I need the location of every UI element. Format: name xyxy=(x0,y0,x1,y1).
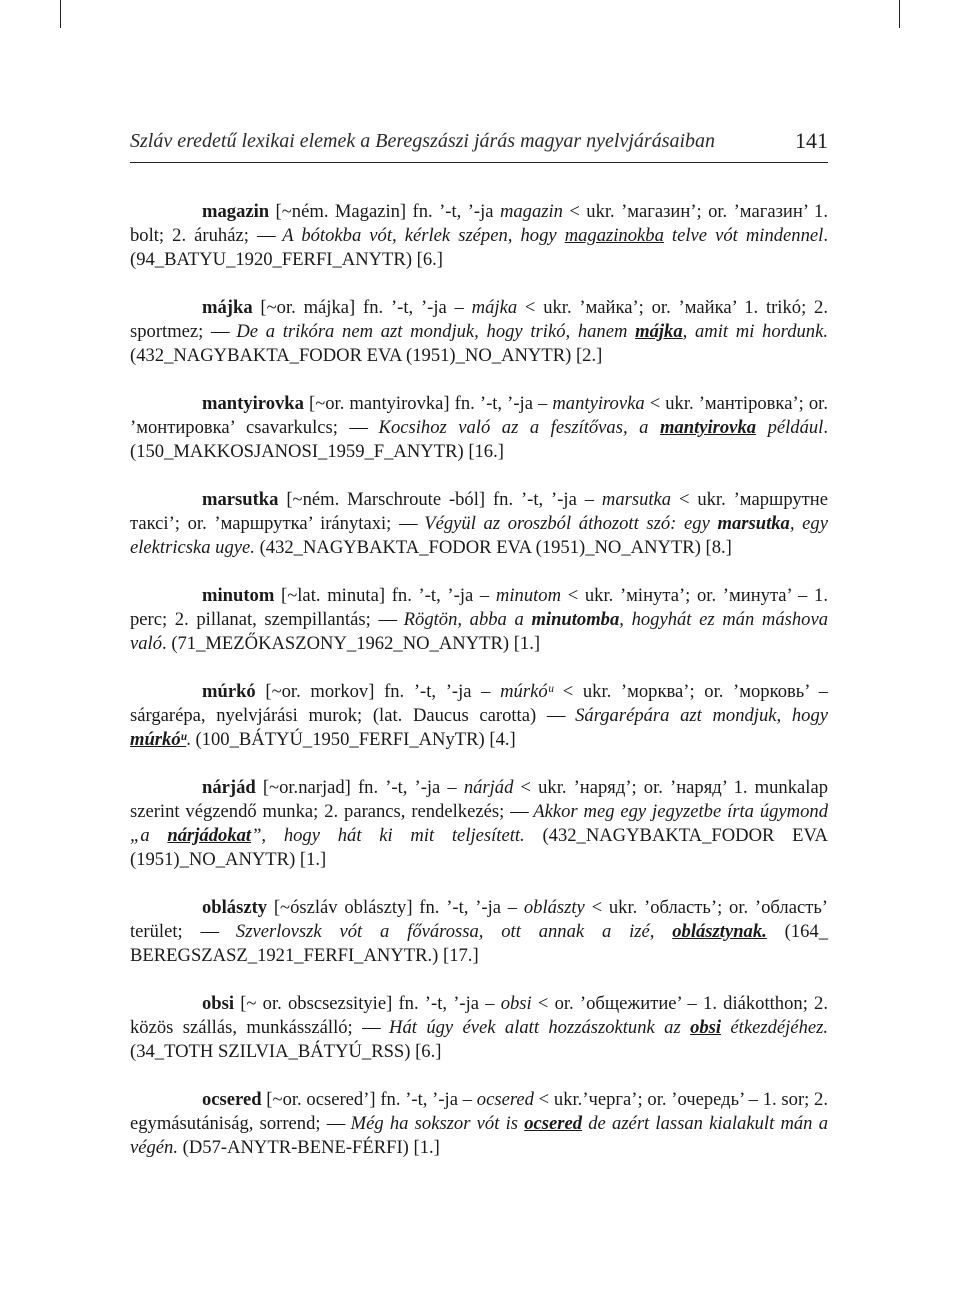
headword: múrkó xyxy=(202,681,256,702)
example-keyword: múrkóᵘ xyxy=(130,729,187,750)
em-dash: — xyxy=(546,705,565,726)
example-text: Végyül az oroszból áthozott szó: egy xyxy=(416,513,718,534)
em-dash: — xyxy=(211,321,229,342)
headword: marsutka xyxy=(202,489,279,510)
source-reference: (432_NAGYBAKTA_FODOR EVA (1951)_NO_ANYTR) [2.] xyxy=(130,345,603,366)
example-text: Akkor meg egy jegyzetbe írta úgymond „a xyxy=(130,801,828,846)
example-keyword: mantyirovka xyxy=(659,417,757,438)
etymology: [~or. májka] fn. ’-t, ’-ja – xyxy=(252,297,472,318)
etymology: [~or. mantyirovka] fn. ’-t, ’-ja – xyxy=(303,393,553,414)
example-text-end: ”, hogy hát ki mit teljesített. xyxy=(251,825,525,846)
etymology: [~ném. Marschroute -ból] fn. ’-t, ’-ja – xyxy=(278,489,602,510)
etymology: [~or.narjad] fn. ’-t, ’-ja – xyxy=(255,777,464,798)
source-reference: (432_NAGYBAKTA_FODOR EVA (1951)_NO_ANYTR) [8.] xyxy=(254,537,732,558)
dictionary-entry-murko xyxy=(130,680,828,752)
dialect-form: májka xyxy=(471,297,518,318)
example-text: Szverlovszk vót a fővárossa, ott annak a izé, xyxy=(218,921,673,942)
dictionary-entry-minutom xyxy=(130,584,828,656)
example-text-end: , amit mi hordunk. xyxy=(682,321,828,342)
source-reference: . (100_BÁTYÚ_1950_FERFI_ANyTR) [4.] xyxy=(186,729,516,750)
definition: < ukr. ’майка’; or. ’майка’ 1. trikó; 2. sportmez; xyxy=(130,297,828,342)
source-reference: (432_NAGYBAKTA_FODOR EVA (1951)_NO_ANYTR) [1.] xyxy=(130,825,828,870)
example-text: Rögtön, abba a xyxy=(396,609,532,630)
etymology: [~ném. Magazin] fn. ’-t, ’-ja xyxy=(269,201,500,222)
source-reference: (34_TOTH SZILVIA_BÁTYÚ_RSS) [6.] xyxy=(130,1041,442,1062)
em-dash: — xyxy=(378,609,397,630)
em-dash: — xyxy=(362,1017,380,1038)
example-keyword: marsutka xyxy=(717,513,790,534)
dialect-form: ocsered xyxy=(476,1089,534,1110)
definition: < ukr. ’область’; or. ’область’ terület; xyxy=(130,897,828,942)
definition: < ukr. ’мінута’; or. ’минута’ – 1. perc; 2. pillanat, szempillantás; xyxy=(130,585,828,630)
etymology: [~ószláv oblászty] fn. ’-t, ’-ja – xyxy=(267,897,524,918)
page-number: 141 xyxy=(795,128,828,153)
headword: oblászty xyxy=(202,897,268,918)
etymology: [~ or. obscsezsityie] fn. ’-t, ’-ja – xyxy=(234,993,501,1014)
definition: < ukr. ’маршрутне таксі’; or. ’маршрутка’ iránytaxi; xyxy=(130,489,828,534)
dialect-form: oblászty xyxy=(523,897,585,918)
source-reference: . (71_MEZŐKASZONY_1962_NO_ANYTR) [1.] xyxy=(162,633,541,654)
definition: < ukr. ’морква’; or. ’морковь’ – sárgarépa, nyelvjárási murok; (lat. Daucus carotta) xyxy=(130,681,829,726)
headword: ocsered xyxy=(202,1089,262,1110)
example-text-end: , egy elektricska ugye. xyxy=(130,513,828,558)
etymology: [~or. morkov] fn. ’-t, ’-ja – xyxy=(255,681,501,702)
headword: nárjád xyxy=(202,777,256,798)
source-reference: . (94_BATYU_1920_FERFI_ANYTR) [6.] xyxy=(130,225,828,270)
example-keyword: obsi xyxy=(690,1017,722,1038)
example-text: Hát úgy évek alatt hozzászoktunk az xyxy=(379,1017,691,1038)
example-keyword: magazinokba xyxy=(564,225,664,246)
example-text-end: étkezdéjéhez. xyxy=(721,1017,828,1038)
definition: < ukr.’черга’; or. ’очередь’ – 1. sor; 2. egymásutániság, sorrend; xyxy=(130,1089,828,1134)
headword: minutom xyxy=(202,585,275,606)
dictionary-entry-marsutka xyxy=(130,488,828,560)
dialect-form: magazin xyxy=(499,201,563,222)
dictionary-entry-oblaszty xyxy=(130,896,828,968)
example-text: Még ha sokszor vót is xyxy=(344,1113,525,1134)
definition: < ukr. ’мантіровка’; or. ’монтировка’ csavarkulcs; xyxy=(130,393,828,438)
em-dash: — xyxy=(256,225,275,246)
em-dash: — xyxy=(200,921,219,942)
dialect-form: marsutka xyxy=(601,489,672,510)
example-text-end: de azért lassan kialakult mán a végén. xyxy=(130,1113,828,1158)
dialect-form: obsi xyxy=(500,993,532,1014)
example-text: Kocsihoz való az a feszítővas, a xyxy=(367,417,660,438)
dictionary-entry-magazin xyxy=(130,200,828,272)
dialect-form: múrkóᵘ xyxy=(500,681,554,702)
example-text: De a trikóra nem azt mondjuk, hogy trikó, hanem xyxy=(228,321,636,342)
crop-mark-top-left xyxy=(60,0,61,28)
example-keyword: ocsered xyxy=(524,1113,583,1134)
page-header xyxy=(130,128,828,163)
running-title: Szláv eredetű lexikai elemek a Beregszászi járás magyar nyelvjárásaiban xyxy=(130,130,716,152)
crop-mark-top-right xyxy=(899,0,900,28)
definition: < ukr. ’магазин’; or. ’магазин’ 1. bolt; 2. áruház; xyxy=(130,201,828,246)
example-text-end: telve vót mindennel xyxy=(663,225,824,246)
source-reference: (164_ BEREGSZASZ_1921_FERFI_ANYTR.) [17.] xyxy=(130,921,828,966)
etymology: [~or. ocsered’] fn. ’-t, ’-ja – xyxy=(261,1089,477,1110)
dictionary-entry-ocsered xyxy=(130,1088,828,1160)
dictionary-entry-obsi xyxy=(130,992,828,1064)
dictionary-body xyxy=(130,200,828,1184)
dictionary-entry-majka xyxy=(130,296,828,368)
headword: májka xyxy=(202,297,253,318)
headword: mantyirovka xyxy=(202,393,304,414)
source-reference: . (150_MAKKOSJANOSI_1959_F_ANYTR) [16.] xyxy=(130,417,828,462)
dictionary-entry-mantyirovka xyxy=(130,392,828,464)
headword: obsi xyxy=(202,993,235,1014)
em-dash: — xyxy=(326,1113,345,1134)
em-dash: — xyxy=(349,417,368,438)
dialect-form: minutom xyxy=(495,585,561,606)
example-text-end: , hogyhát ez mán máshova való xyxy=(130,609,828,654)
source-reference: (D57-ANYTR-BENE-FÉRFI) [1.] xyxy=(178,1137,440,1158)
example-text: A bótokba vót, kérlek szépen, hogy xyxy=(274,225,565,246)
example-keyword: májka xyxy=(635,321,683,342)
example-text-end: például xyxy=(756,417,824,438)
definition: < ukr. ’наряд’; or. ’наряд’ 1. munkalap szerint végzendő munka; 2. parancs, rendelkezés; xyxy=(130,777,828,822)
dialect-form: nárjád xyxy=(463,777,514,798)
headword: magazin xyxy=(202,201,270,222)
example-keyword: minutomba xyxy=(531,609,620,630)
etymology: [~lat. minuta] fn. ’-t, ’-ja – xyxy=(274,585,496,606)
dialect-form: mantyirovka xyxy=(552,393,645,414)
example-keyword: nárjádokat xyxy=(167,825,252,846)
example-keyword: oblásztynak. xyxy=(672,921,767,942)
em-dash: — xyxy=(399,513,417,534)
definition: < or. ’общежитие’ – 1. diákotthon; 2. közös szállás, munkásszálló; xyxy=(130,993,828,1038)
dictionary-entry-narjad xyxy=(130,776,828,872)
em-dash: — xyxy=(510,801,528,822)
example-text: Sárgarépára azt mondjuk, hogy xyxy=(564,705,828,726)
